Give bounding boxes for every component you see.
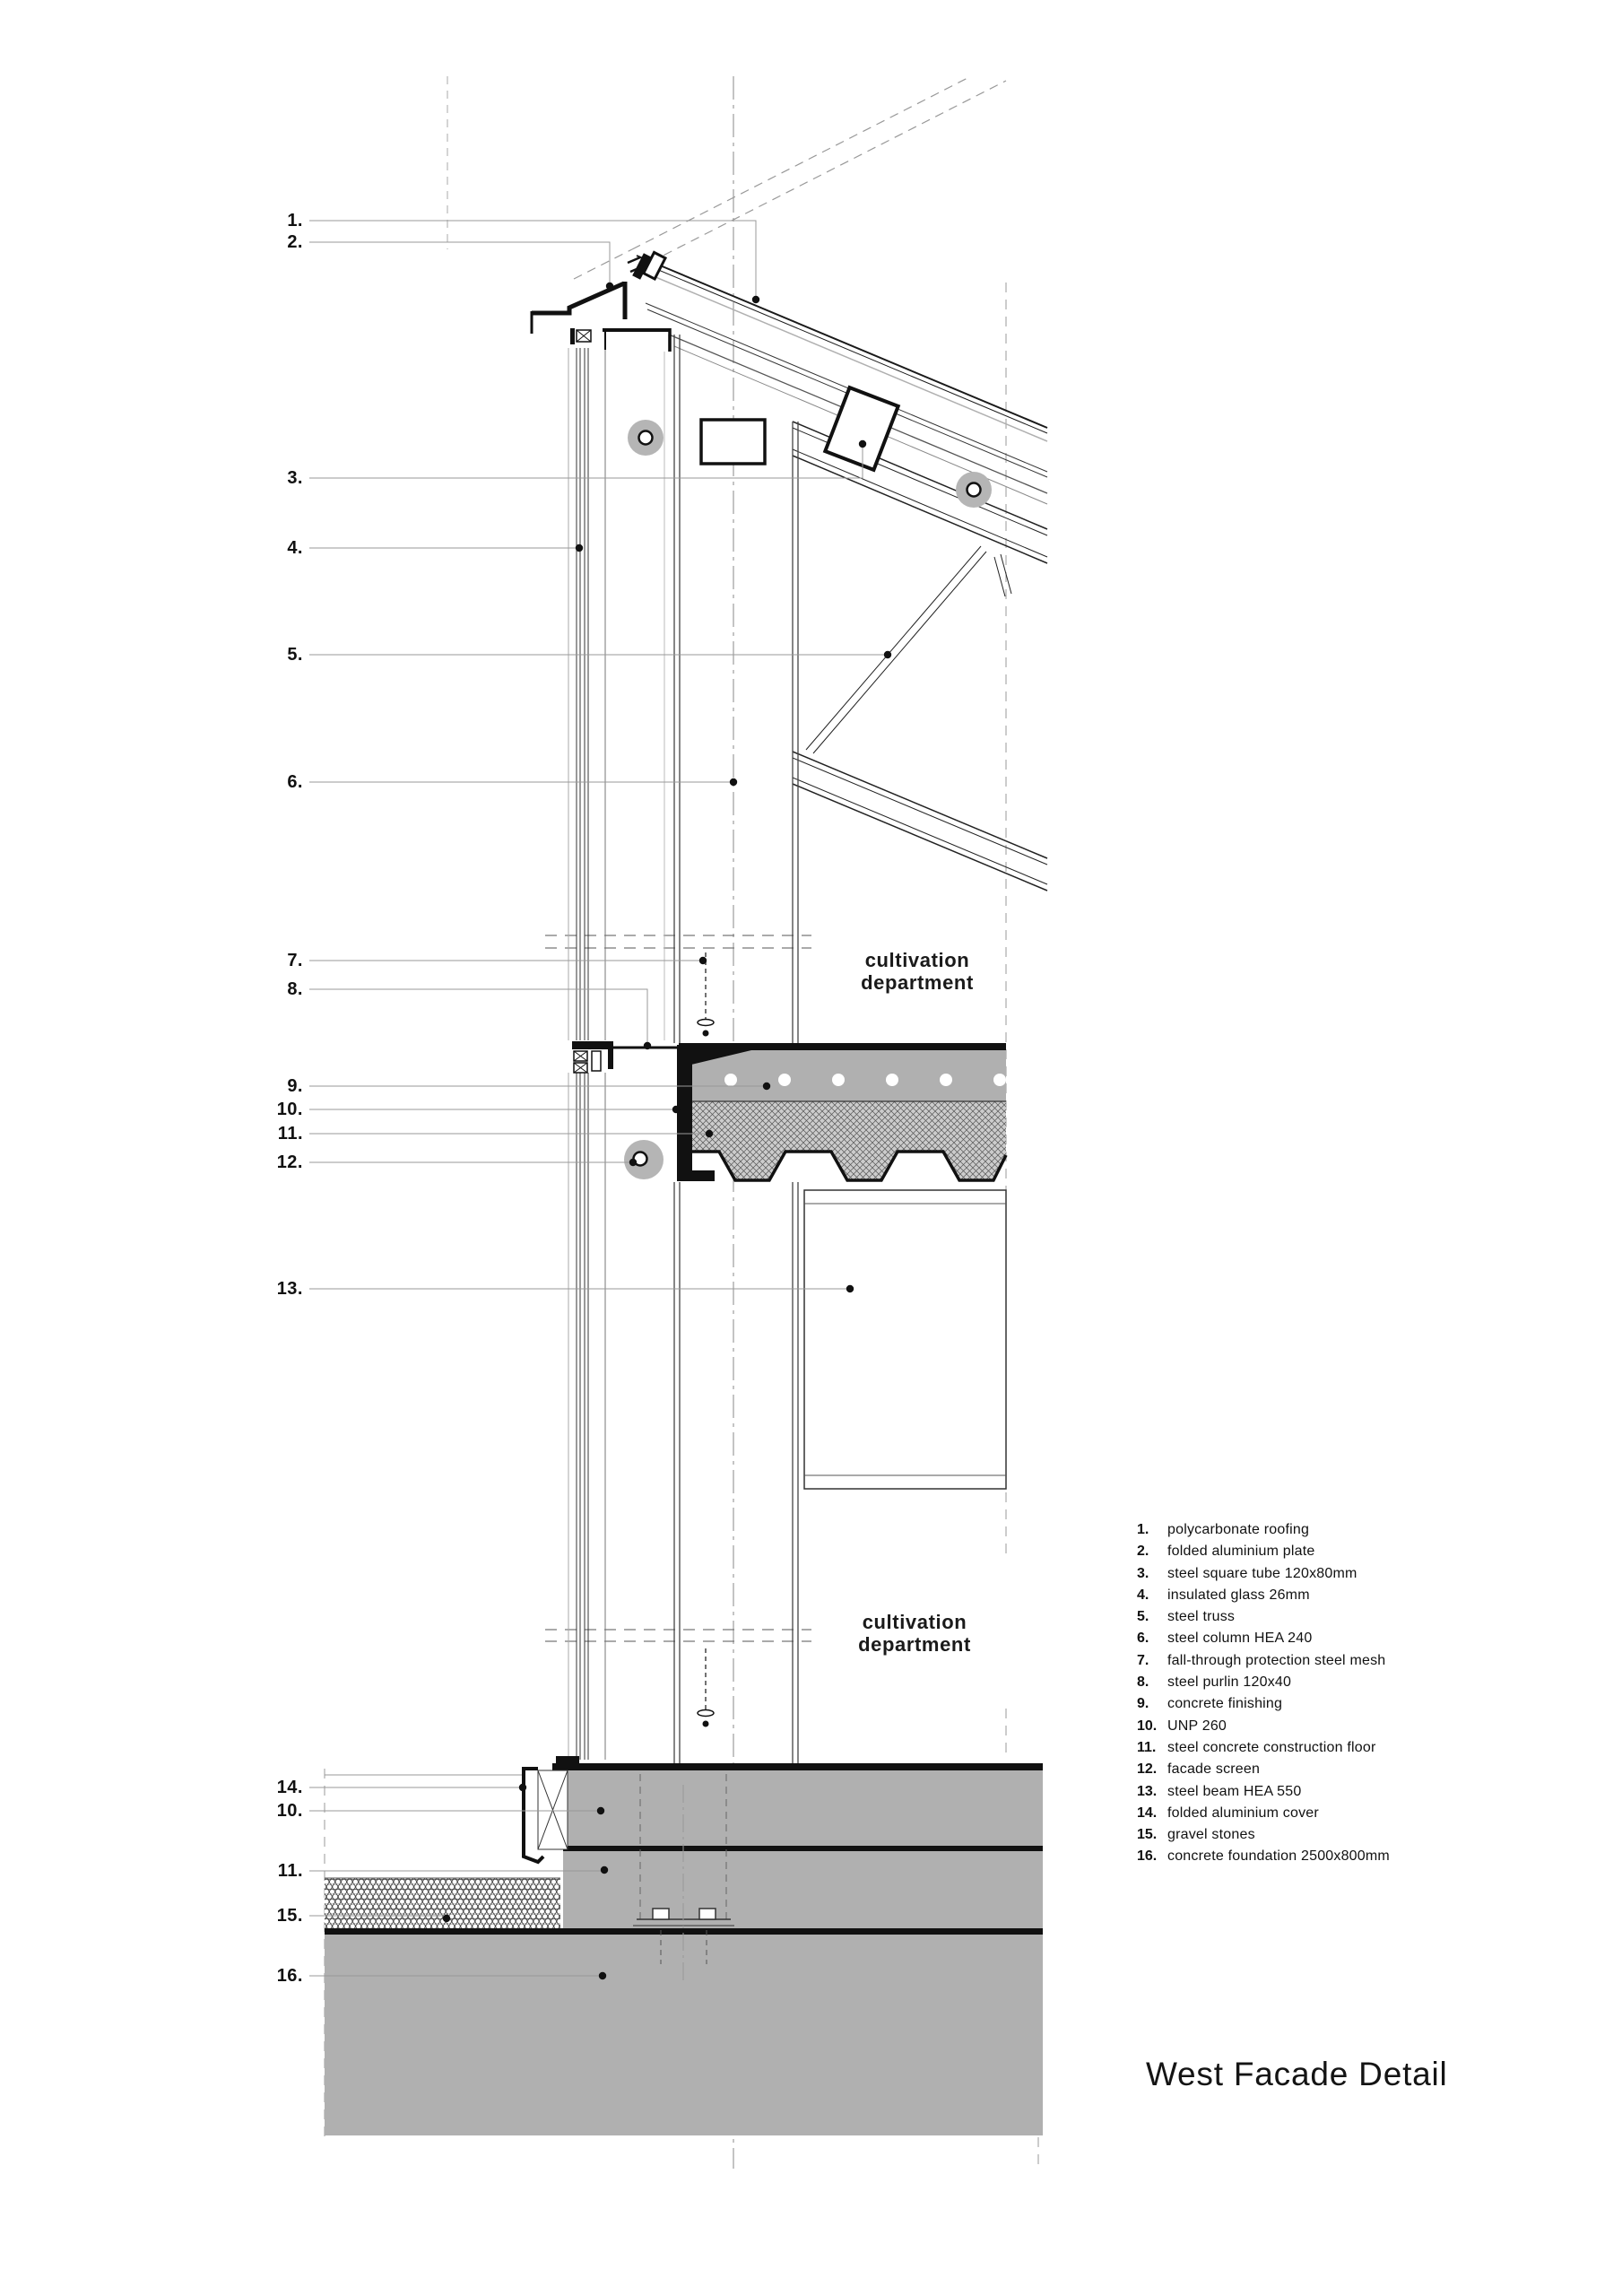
legend-item — [1137, 1848, 1514, 1870]
room-label-upper — [828, 949, 1007, 994]
legend-item — [1137, 1522, 1514, 1544]
legend-item — [1137, 1566, 1514, 1587]
square-tube-section — [701, 420, 765, 464]
legend-item-text: steel concrete construction floor — [1167, 1739, 1376, 1755]
room-label-lower — [825, 1611, 1004, 1656]
legend-item-text: concrete finishing — [1167, 1696, 1283, 1712]
callout-label: 8. — [287, 979, 303, 999]
legend-item-text: steel beam HEA 550 — [1167, 1783, 1302, 1799]
legend-item-number: 8. — [1137, 1674, 1149, 1691]
roof-lines — [637, 256, 1047, 504]
legend-item-text: insulated glass 26mm — [1167, 1587, 1310, 1603]
legend-item-number: 4. — [1137, 1587, 1149, 1603]
room-label-line: cultivation — [862, 1611, 967, 1633]
legend-item-number: 10. — [1137, 1718, 1158, 1734]
beam-hea550 — [804, 1190, 1006, 1489]
room-label-line: cultivation — [864, 949, 970, 971]
legend-item-text: UNP 260 — [1167, 1718, 1227, 1734]
legend-item-text: steel square tube 120x80mm — [1167, 1565, 1357, 1581]
legend-item — [1137, 1653, 1514, 1674]
legend-item-text: polycarbonate roofing — [1167, 1522, 1310, 1537]
legend-item — [1137, 1587, 1514, 1609]
callout-label: 14. — [276, 1778, 303, 1797]
legend-item — [1137, 1784, 1514, 1805]
legend-item — [1137, 1827, 1514, 1848]
legend-item — [1137, 1718, 1514, 1740]
callout-label: 5. — [287, 645, 303, 665]
legend-item-number: 13. — [1137, 1783, 1158, 1799]
legend-item-number: 16. — [1137, 1848, 1158, 1865]
legend-item-number: 3. — [1137, 1565, 1149, 1581]
legend-item-text: folded aluminium cover — [1167, 1805, 1319, 1821]
legend-item-number: 15. — [1137, 1827, 1158, 1843]
callout-label: 10. — [276, 1801, 303, 1821]
legend-item-text: facade screen — [1167, 1761, 1261, 1778]
callout-label: 2. — [287, 232, 303, 252]
room-label-line: department — [861, 971, 974, 994]
legend-item-text: steel purlin 120x40 — [1167, 1674, 1292, 1691]
sheet-title: West Facade Detail — [1146, 2056, 1448, 2092]
callout-label: 4. — [287, 538, 303, 558]
legend-item-number: 12. — [1137, 1761, 1158, 1778]
callout-label: 11. — [277, 1861, 303, 1881]
legend-item-number: 1. — [1137, 1522, 1149, 1537]
legend-item — [1137, 1805, 1514, 1827]
legend-item — [1137, 1696, 1514, 1718]
legend-item — [1137, 1609, 1514, 1631]
eave-detail — [532, 248, 670, 352]
legend-item-number: 2. — [1137, 1544, 1149, 1560]
legend-item-text: folded aluminium plate — [1167, 1544, 1315, 1560]
legend-item — [1137, 1544, 1514, 1565]
legend-item-number: 9. — [1137, 1696, 1149, 1712]
callout-label: 12. — [276, 1152, 303, 1172]
room-label-line: department — [858, 1633, 971, 1656]
legend-item — [1137, 1761, 1514, 1783]
legend-item-number: 7. — [1137, 1652, 1149, 1668]
callout-label: 10. — [276, 1100, 303, 1119]
legend-item-number: 5. — [1137, 1609, 1149, 1625]
roof-purlin-section — [825, 387, 898, 470]
callout-label: 6. — [287, 772, 303, 792]
legend-item-number: 11. — [1137, 1739, 1157, 1755]
callout-label: 16. — [276, 1966, 303, 1986]
legend-item-text: concrete foundation 2500x800mm — [1167, 1848, 1390, 1865]
callout-label: 13. — [276, 1279, 303, 1299]
callout-label: 9. — [287, 1076, 303, 1096]
ground-floor — [325, 1756, 1043, 2135]
legend-item — [1137, 1740, 1514, 1761]
callout-label: 11. — [277, 1124, 303, 1144]
callout-label: 3. — [287, 468, 303, 488]
legend — [1137, 1522, 1514, 1871]
legend-item-text: gravel stones — [1167, 1827, 1255, 1843]
truss-lines — [793, 422, 1047, 891]
legend-item-text: steel column HEA 240 — [1167, 1631, 1313, 1647]
legend-item — [1137, 1631, 1514, 1652]
legend-item — [1137, 1674, 1514, 1696]
callout-label: 15. — [276, 1906, 303, 1926]
legend-item-text: steel truss — [1167, 1609, 1236, 1625]
callout-label: 1. — [287, 211, 303, 230]
legend-item-text: fall-through protection steel mesh — [1167, 1652, 1386, 1668]
legend-item-number: 14. — [1137, 1805, 1158, 1821]
legend-item-number: 6. — [1137, 1631, 1149, 1647]
callout-label: 7. — [287, 951, 303, 970]
